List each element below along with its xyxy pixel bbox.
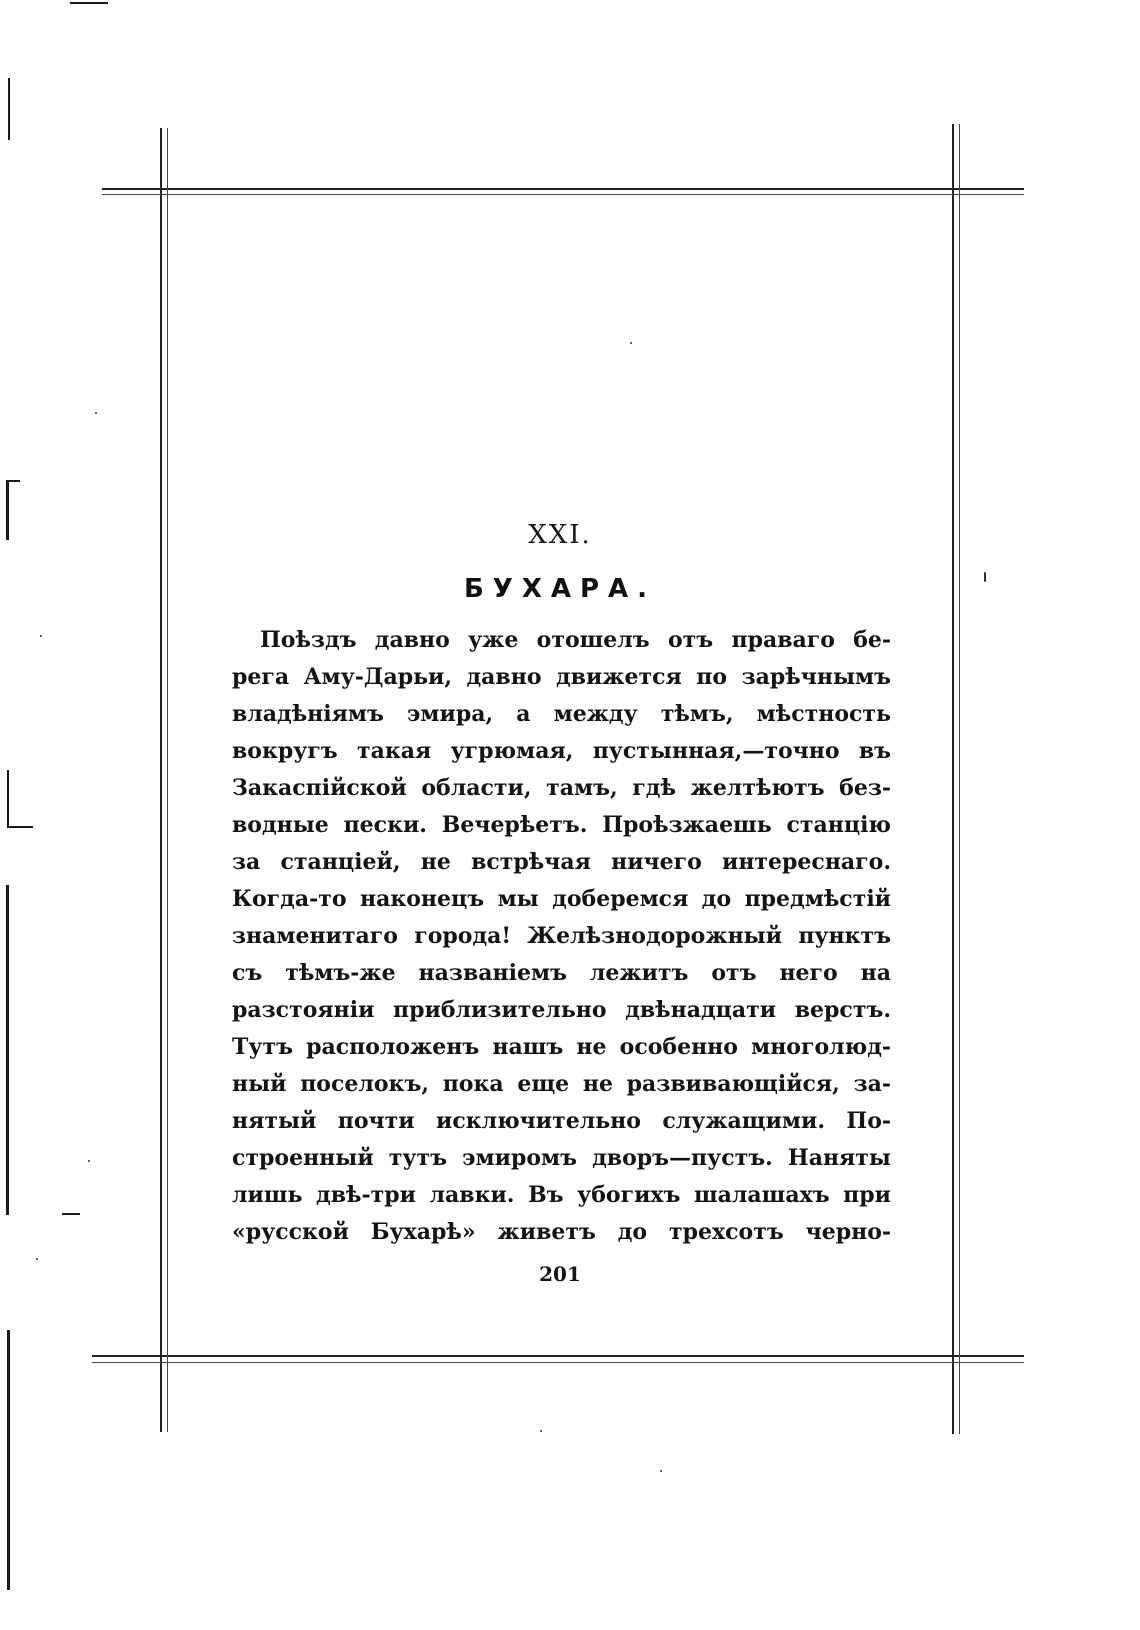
scan-speck	[630, 342, 632, 344]
text-line: владѣніямъ эмира, а между тѣмъ, мѣстность	[232, 701, 891, 727]
chapter-title: БУХАРА.	[463, 574, 657, 604]
text-line: за станціей, не встрѣчая ничего интереснаго.	[232, 849, 891, 875]
scan-speck	[88, 1160, 90, 1162]
scan-edge-mark	[6, 885, 9, 1215]
frame-left-rule	[160, 128, 162, 1432]
scan-edge-mark	[7, 826, 33, 828]
scan-speck	[660, 1470, 662, 1472]
frame-left-rule-thin	[167, 128, 168, 1432]
scan-speck	[984, 572, 986, 582]
scan-edge-mark	[70, 2, 108, 4]
chapter-number: XXI.	[528, 520, 592, 550]
frame-top-rule-thin	[102, 194, 1024, 195]
frame-top-rule	[102, 188, 1024, 190]
frame-bottom-rule	[92, 1355, 1024, 1357]
text-line: нятый почти исключительно служащими. По-	[232, 1108, 891, 1134]
text-line: съ тѣмъ-же названіемъ лежитъ отъ него на	[232, 960, 891, 986]
frame-bottom-rule-thin	[92, 1362, 1024, 1363]
body-text	[232, 622, 891, 1251]
text-line: Когда-то наконецъ мы доберемся до предмѣстій	[232, 886, 891, 912]
text-line: водные пески. Вечерѣетъ. Проѣзжаешь станцію	[232, 812, 891, 838]
frame-right-rule	[952, 124, 954, 1434]
text-line: Поѣздъ давно уже отошелъ отъ праваго бе-	[260, 627, 891, 653]
text-line: вокругъ такая угрюмая, пустынная,—точно въ	[232, 738, 891, 764]
text-line: разстояніи приблизительно двѣнадцати верстъ.	[232, 997, 891, 1023]
scan-edge-mark	[6, 480, 20, 482]
text-line: лишь двѣ-три лавки. Въ убогихъ шалашахъ при	[232, 1182, 891, 1208]
scan-edge-mark	[7, 1330, 10, 1590]
text-line: Тутъ расположенъ нашъ не особенно многолюд-	[232, 1034, 891, 1060]
scan-speck	[540, 1430, 542, 1432]
frame-right-rule-thin	[959, 124, 960, 1434]
scan-edge-mark	[8, 78, 10, 140]
scan-speck	[95, 412, 97, 414]
scan-edge-mark	[6, 480, 9, 540]
text-line: строенный тутъ эмиромъ дворъ—пустъ. Наняты	[232, 1145, 891, 1171]
text-line: Закаспійской области, тамъ, гдѣ желтѣютъ без-	[232, 775, 891, 801]
text-line: «русской Бухарѣ» живетъ до трехсотъ черно-	[232, 1219, 891, 1245]
text-line: рега Аму-Дарьи, давно движется по зарѣчнымъ	[232, 664, 891, 690]
text-line: ный поселокъ, пока еще не развивающійся, за-	[232, 1071, 891, 1097]
scan-speck	[36, 1258, 38, 1260]
scan-edge-mark	[7, 770, 9, 828]
text-line: знаменитаго города! Желѣзнодорожный пунктъ	[232, 923, 891, 949]
scan-edge-mark	[62, 1213, 80, 1215]
page-number: 201	[539, 1262, 581, 1286]
scan-speck	[40, 635, 42, 637]
